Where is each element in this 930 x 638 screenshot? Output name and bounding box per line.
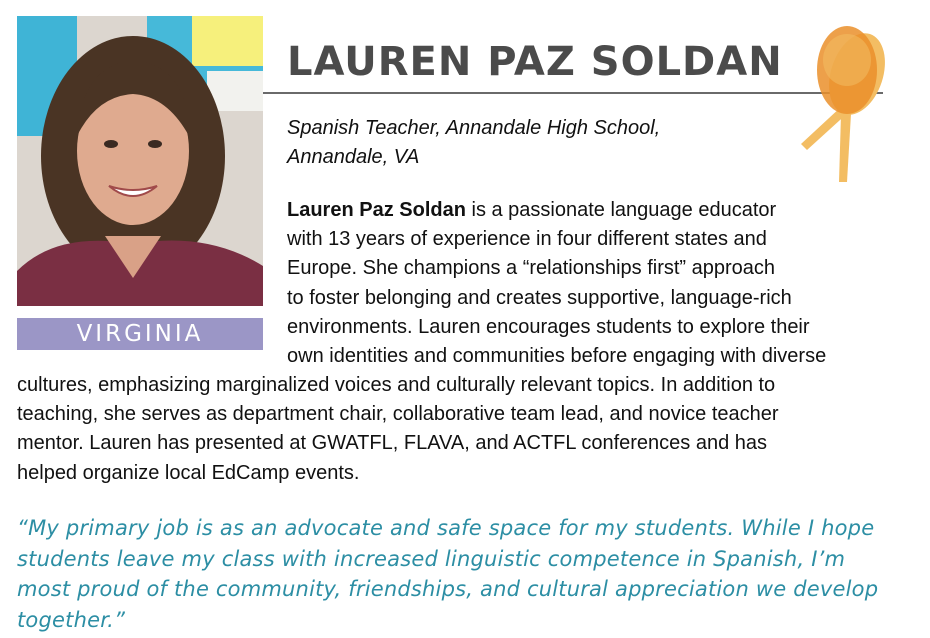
role-line: Annandale, VA bbox=[287, 146, 420, 168]
bio-line: own identities and communities before engaging with diverse bbox=[287, 345, 827, 368]
profile-photo bbox=[17, 16, 263, 306]
role-line: Spanish Teacher, Annandale High School, bbox=[287, 117, 661, 139]
teacher-role bbox=[287, 114, 807, 172]
bio-bold-name: Lauren Paz Soldan bbox=[287, 199, 466, 221]
state-banner: VIRGINIA bbox=[17, 318, 263, 350]
teacher-quote bbox=[17, 513, 922, 635]
bio-paragraph bbox=[287, 196, 915, 371]
bio-line: cultures, emphasizing marginalized voices and culturally relevant topics. In addition to bbox=[17, 374, 776, 396]
teacher-name: LAUREN PAZ SOLDAN bbox=[287, 39, 783, 85]
bio-line: with 13 years of experience in four different states and bbox=[287, 228, 767, 251]
bio-line: teaching, she serves as department chair, collaborative team lead, and novice teacher bbox=[17, 403, 779, 426]
quote-line: together.” bbox=[17, 607, 126, 632]
bio-line: to foster belonging and creates supportive, language-rich bbox=[287, 286, 792, 309]
title-divider bbox=[263, 92, 883, 94]
orange-spoons-icon bbox=[795, 18, 895, 186]
quote-line: most proud of the community, friendships, and cultural appreciation we develop bbox=[17, 577, 879, 601]
bio-paragraph-continued bbox=[17, 371, 922, 488]
bio-line: helped organize local EdCamp events. bbox=[17, 461, 360, 484]
bio-line: mentor. Lauren has presented at GWATFL, FLAVA, and ACTFL conferences and has bbox=[17, 432, 768, 455]
bio-line-rest: is a passionate language educator bbox=[465, 199, 777, 221]
bio-line: environments. Lauren encourages students to explore their bbox=[287, 315, 810, 338]
bio-line: Europe. She champions a “relationships first” approach bbox=[287, 257, 776, 280]
quote-line: “My primary job is as an advocate and safe space for my students. While I hope bbox=[17, 516, 875, 540]
bio-line bbox=[287, 196, 915, 225]
quote-line: students leave my class with increased linguistic competence in Spanish, I’m bbox=[17, 546, 846, 571]
